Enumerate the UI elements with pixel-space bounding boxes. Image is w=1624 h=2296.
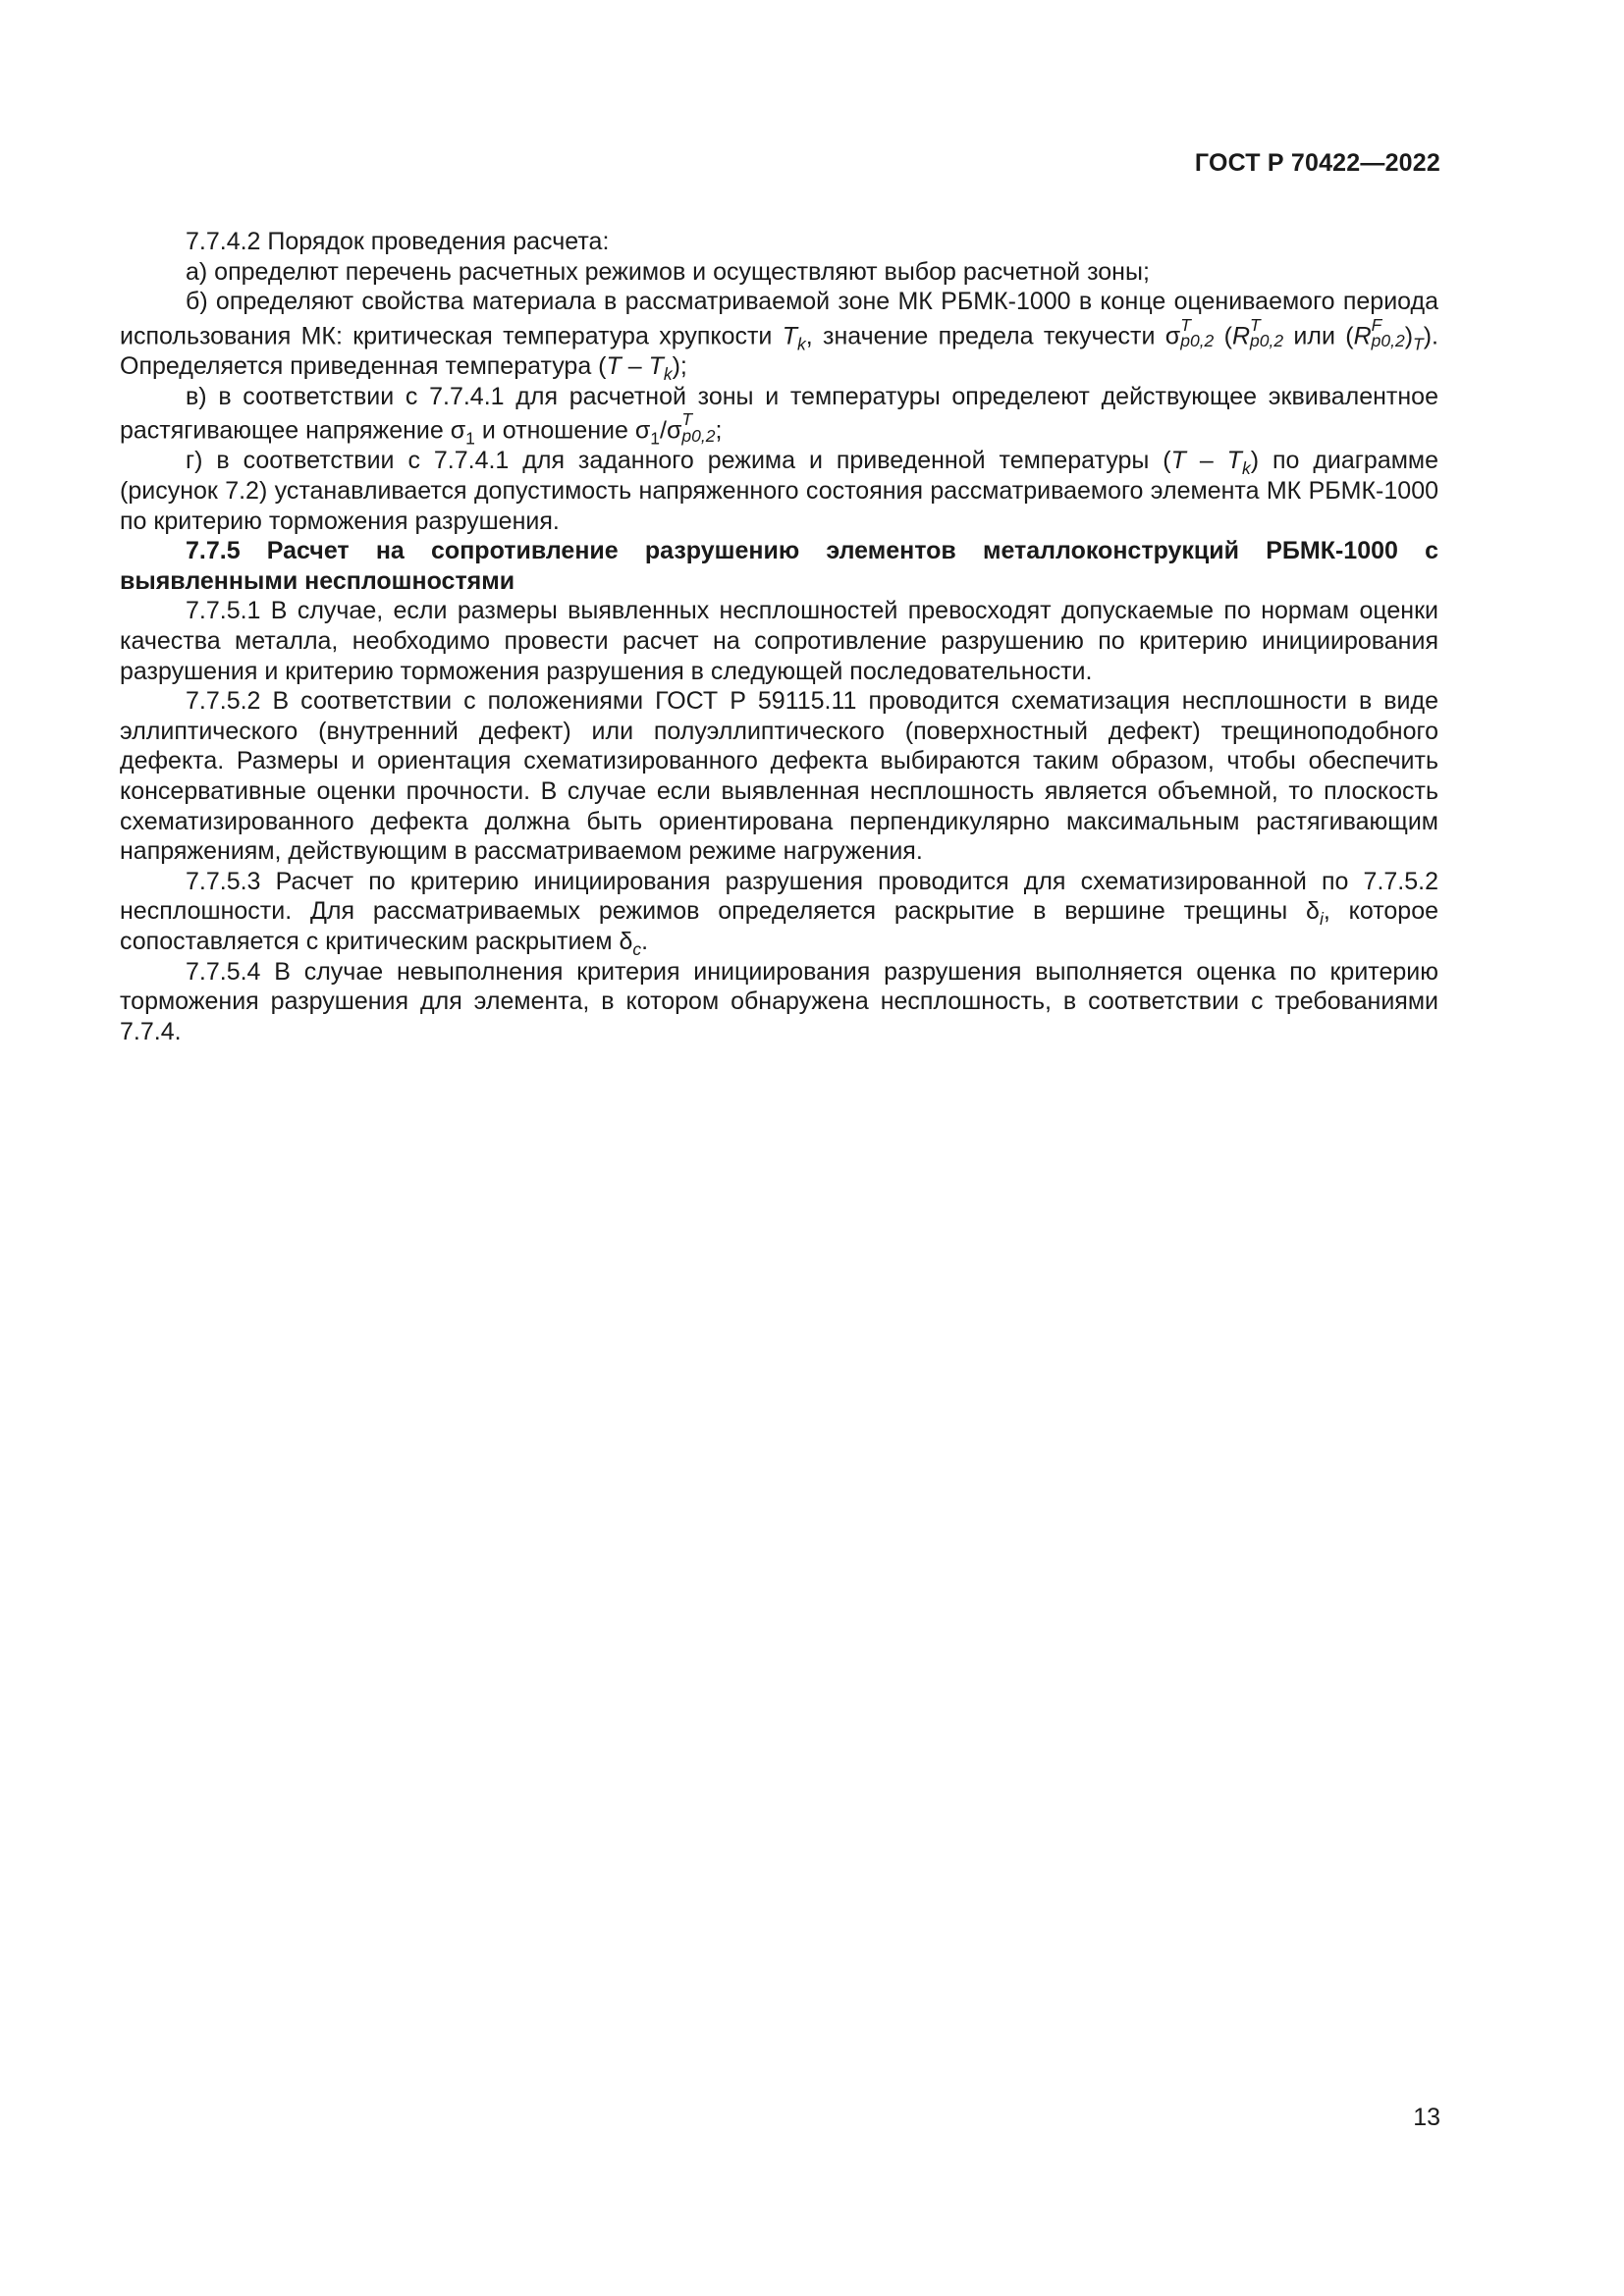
list-item-b [120,287,1439,384]
text-run: /σ [660,416,682,445]
text-run: б) определяют свойства материала в рассматриваемой зоне МК РБМК-1000 в конце оцениваемого периода использования МК: критическая температура хрупкости [120,288,1438,350]
subscript: p0,2 [1250,331,1284,351]
text-run: , значение предела текучести σ [805,322,1181,350]
text-run: ) [1404,322,1414,350]
symbol-T: T [606,352,622,380]
sup-sub-stack [1180,314,1215,351]
symbol-T: T [1170,447,1186,475]
text-run: ( [1214,322,1232,350]
clause-7-7-5-1: 7.7.5.1 В случае, если размеры выявленных несплошностей превосходят допускаемые по нормам оценки качества металла, необходимо провести расчет на сопротивление разрушению по критерию инициирования разрушения и критерию торможения разрушения в следующей последовательности. [120,597,1438,685]
document-code-header: ГОСТ Р 70422—2022 [1194,149,1440,177]
sup-sub-stack [1250,314,1284,351]
subscript: k [663,364,673,384]
clause-7-7-5-3 [120,867,1438,957]
text-run: , которое сопоставляется с критическим раскрытием δ [120,897,1438,955]
text-run: – [621,352,649,380]
sup-sub-stack [1371,314,1405,351]
clause-7-7-5-4: 7.7.5.4 В случае невыполнения критерия инициирования разрушения выполняется оценка по критерию торможения разрушения для элемента, в котором обнаружена несплошность, в соответствии с требованиями 7.7.4. [120,957,1438,1045]
text-run: 7.7.5.3 Расчет по критерию инициирования разрушения проводится для схематизированной по 7.7.5.2 несплошности. Для рассматриваемых режимов определяется раскрытие в вершине трещины δ [120,867,1438,926]
superscript: F [1371,314,1382,335]
subscript: p0,2 [1371,331,1405,351]
subscript: T [1413,334,1424,354]
symbol-T: T [782,322,797,350]
text-run: ); [672,352,687,380]
text-run: ) по диаграмме (рисунок 7.2) устанавливается допустимость напряженного состояния рассматриваемого элемента МК РБМК-1000 по критерию торможения разрушения. [120,447,1439,535]
list-item-v [120,382,1438,447]
text-run: ). Определяется приведенная температура ( [120,322,1439,380]
text-run: г) в соответствии с 7.7.4.1 для заданного режима и приведенной температуры ( [186,447,1171,475]
text-run: и отношение σ [474,416,651,445]
list-item-g [120,446,1438,536]
page-number: 13 [1413,2104,1440,2131]
clause-7-7-5-2: 7.7.5.2 В соответствии с положениями ГОСТ Р 59115.11 проводится схематизация несплошности в виде эллиптического (внутренний дефект) или полуэллиптического (поверхностный дефект) трещиноподобного дефекта. Размеры и ориентация схематизированного дефекта выбираются таким образом, чтобы обеспечить консервативные оценки прочности. В случае если выявленная несплошность является объемной, то плоскость схематизированного дефекта должна быть ориентирована перпендикулярно максимальным растягивающим напряжениям, действующим в рассматриваемом режиме нагружения. [120,687,1438,866]
subscript: p0,2 [1180,331,1215,351]
symbol-R: R [1353,322,1372,350]
subscript: c [632,938,642,959]
text-run: ; [715,416,723,445]
sup-sub-stack [681,411,715,444]
symbol-T: T [648,352,664,380]
clause-7-7-5-heading: 7.7.5 Расчет на сопротивление разрушению элементов металлоконструкций РБМК-1000 с выявленными несплошностями [120,537,1438,595]
list-item-a: а) определют перечень расчетных режимов и осуществляют выбор расчетной зоны; [186,257,1150,286]
subscript: k [1241,458,1251,479]
subscript: p0,2 [681,425,716,446]
superscript: T [1180,314,1191,335]
subscript: 1 [465,428,475,449]
subscript: k [797,334,806,354]
document-body [120,227,1438,1046]
text-run: в) в соответствии с 7.7.4.1 для расчетной зоны и температуры определеют действующее эквивалентное растягивающее напряжение σ [120,382,1438,445]
clause-7-7-4-2-title: 7.7.4.2 Порядок проведения расчета: [186,228,610,255]
subscript: i [1319,909,1324,930]
text-run: . [641,927,649,955]
text-run: или ( [1283,322,1354,350]
superscript: T [681,409,693,430]
symbol-R: R [1231,322,1251,350]
text-run: – [1185,447,1227,475]
superscript: T [1250,314,1261,335]
symbol-T: T [1226,447,1242,475]
subscript: 1 [650,428,661,449]
